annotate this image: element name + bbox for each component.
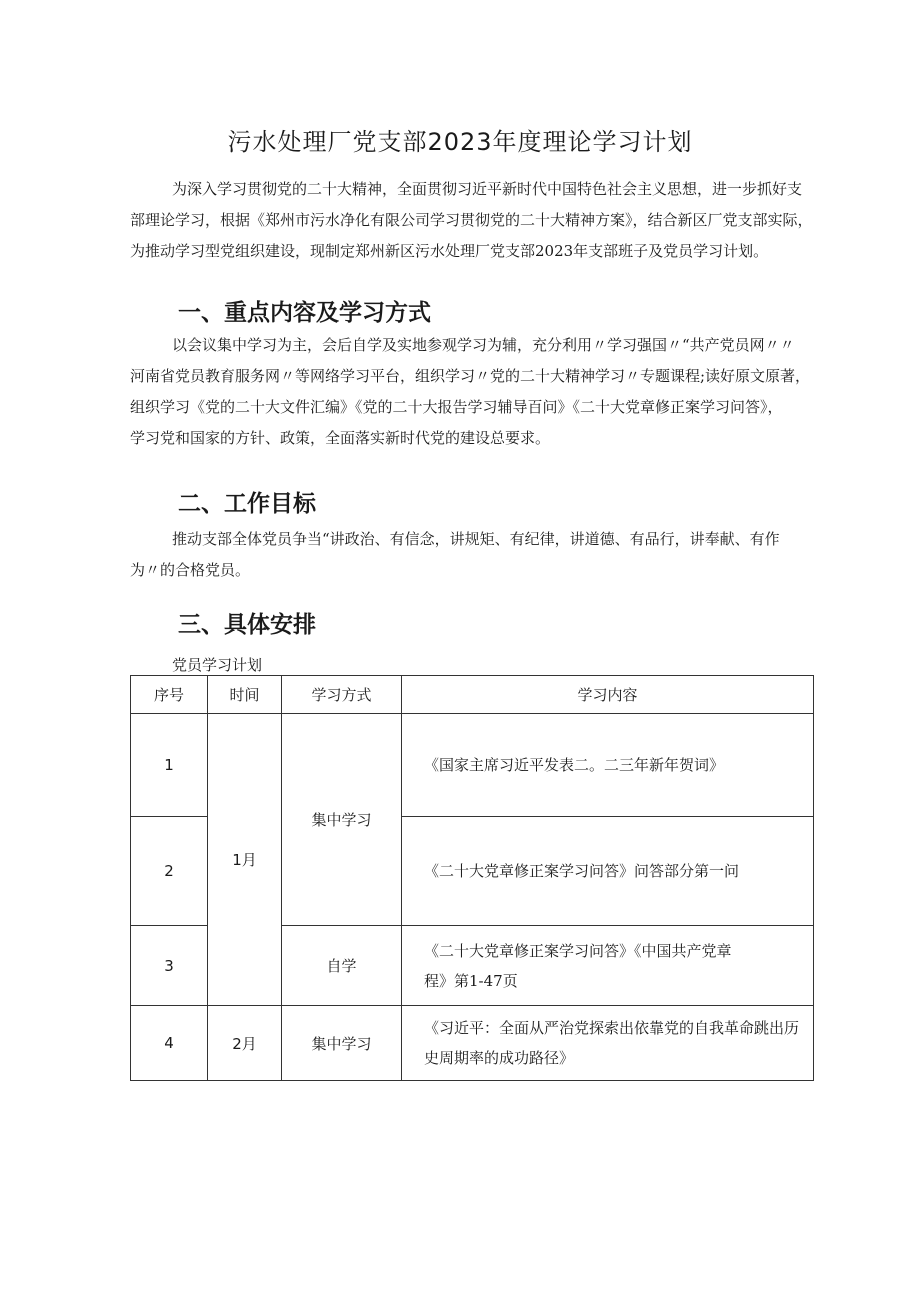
- row-no: 4: [131, 1006, 208, 1081]
- header-method: 学习方式: [282, 676, 402, 714]
- content-line: 《二十大党章修正案学习问答》问答部分第一问: [424, 862, 740, 880]
- row-time: 1月: [208, 714, 282, 1006]
- intro-paragraph: [130, 174, 812, 267]
- content-line: 程》第1-47页: [424, 971, 518, 990]
- intro-line: 部理论学习，根据《郑州市污水净化有限公司学习贯彻党的二十大精神方案》，结合新区厂党支部实际，: [130, 211, 813, 229]
- section2-paragraph: [130, 524, 812, 586]
- table-caption: 党员学习计划: [172, 656, 263, 674]
- content-line: 史周期率的成功路径》: [424, 1049, 575, 1067]
- intro-line: 为推动学习型党组织建设，现制定郑州新区污水处理厂党支部2023年支部班子及党员学习计划。: [130, 242, 769, 260]
- section1-line: 河南省党员教育服务网〃等网络学习平台，组织学习〃党的二十大精神学习〃专题课程;读好原文原著，: [130, 367, 811, 385]
- intro-line: 为深入学习贯彻党的二十大精神，全面贯彻习近平新时代中国特色社会主义思想，进一步抓好支: [172, 180, 803, 198]
- row-method: 集中学习: [282, 1006, 402, 1081]
- section2-line: 推动支部全体党员争当“讲政治、有信念，讲规矩、有纪律，讲道德、有品行，讲奉献、有作: [172, 530, 780, 548]
- row-content: [402, 817, 814, 926]
- content-line: 《习近平：全面从严治党探索出依靠党的自我革命跳出历: [424, 1019, 800, 1037]
- section1-line: 组织学习《党的二十大文件汇编》《党的二十大报告学习辅导百问》《二十大党章修正案学习问答》，: [130, 398, 783, 416]
- row-content: [402, 1006, 814, 1081]
- header-no: 序号: [131, 676, 208, 714]
- content-line: 《国家主席习近平发表二。二三年新年贺词》: [424, 756, 725, 774]
- section2-heading: 二、工作目标: [178, 491, 316, 517]
- header-time: 时间: [208, 676, 282, 714]
- row-time: 2月: [208, 1006, 282, 1081]
- section3-heading: 三、具体安排: [178, 612, 316, 638]
- row-content: [402, 926, 814, 1006]
- section1-paragraph: [130, 330, 812, 454]
- table-row: [131, 1006, 814, 1081]
- table-header-row: [131, 676, 814, 714]
- study-plan-table: [130, 675, 814, 1081]
- row-method: 自学: [282, 926, 402, 1006]
- header-content: 学习内容: [402, 676, 814, 714]
- section1-heading: 一、重点内容及学习方式: [178, 300, 431, 326]
- row-no: 2: [131, 817, 208, 926]
- section2-line: 为〃的合格党员。: [130, 561, 251, 579]
- section1-line: 学习党和国家的方针、政策，全面落实新时代党的建设总要求。: [130, 429, 551, 447]
- row-content: [402, 714, 814, 817]
- document-title: 污水处理厂党支部2023年度理论学习计划: [227, 128, 693, 156]
- row-no: 3: [131, 926, 208, 1006]
- row-method: 集中学习: [282, 714, 402, 926]
- table-row: [131, 714, 814, 817]
- content-line: 《二十大党章修正案学习问答》《中国共产党章: [424, 941, 732, 960]
- row-no: 1: [131, 714, 208, 817]
- section1-line: 以会议集中学习为主，会后自学及实地参观学习为辅，充分利用〃学习强国〃“共产党员网〃〃: [172, 336, 795, 354]
